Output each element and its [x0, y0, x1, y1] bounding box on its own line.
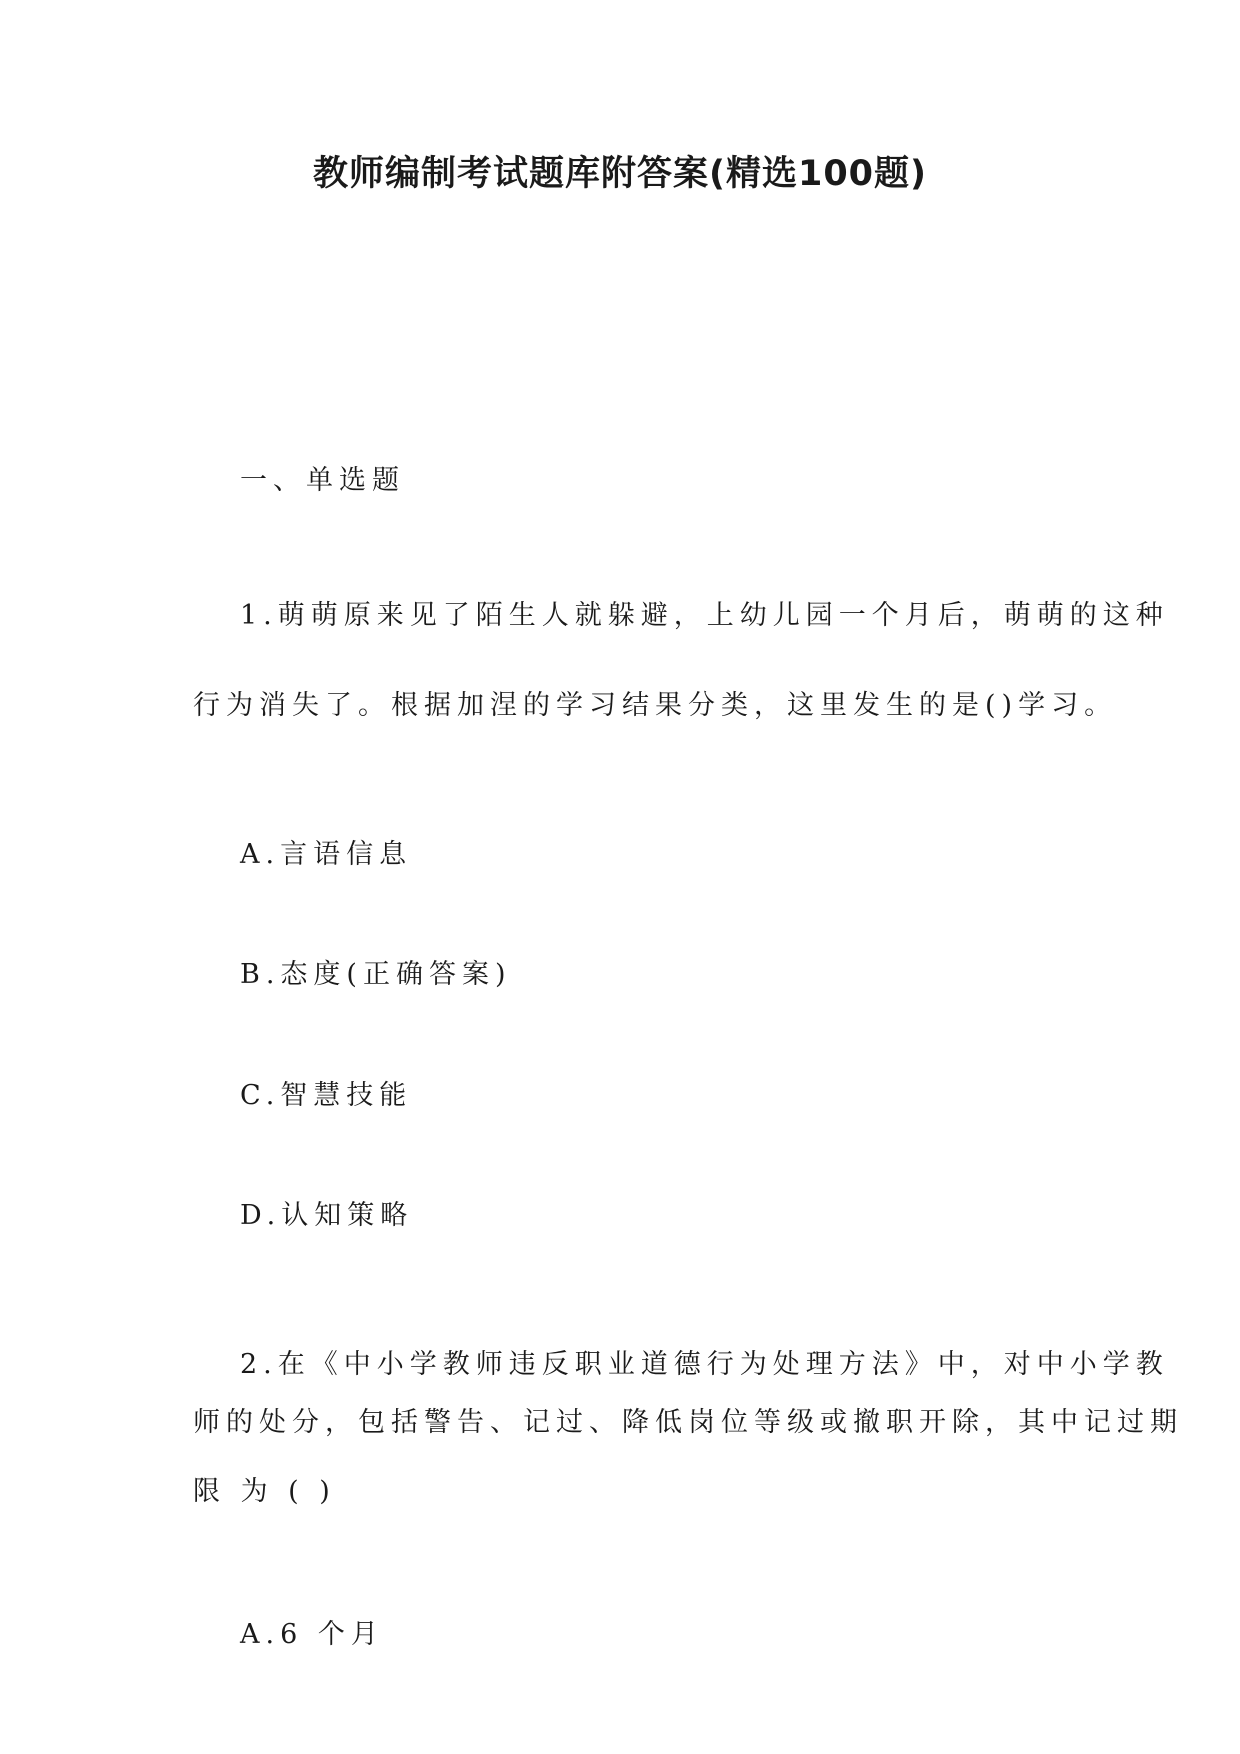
question-2-line-2: 师的处分，包括警告、记过、降低岗位等级或撤职开除，其中记过期 — [193, 1407, 1183, 1438]
question-1-option-a: A.言语信息 — [240, 839, 413, 870]
section-heading: 一、单选题 — [240, 465, 405, 496]
question-1-option-d: D.认知策略 — [240, 1200, 414, 1231]
question-2-line-1: 2.在《中小学教师违反职业道德行为处理方法》中，对中小学教 — [240, 1349, 1169, 1380]
question-1-line-1: 1.萌萌原来见了陌生人就躲避，上幼儿园一个月后，萌萌的这种 — [240, 600, 1169, 631]
question-1-option-b: B.态度(正确答案) — [240, 959, 512, 990]
question-2-option-a: A.6 个月 — [240, 1619, 384, 1650]
question-1-line-2: 行为消失了。根据加涅的学习结果分类，这里发生的是()学习。 — [193, 690, 1118, 721]
document-title: 教师编制考试题库附答案(精选100题) — [312, 154, 928, 194]
question-2-line-3: 限 为 ( ) — [193, 1476, 336, 1507]
question-1-option-c: C.智慧技能 — [240, 1080, 413, 1111]
